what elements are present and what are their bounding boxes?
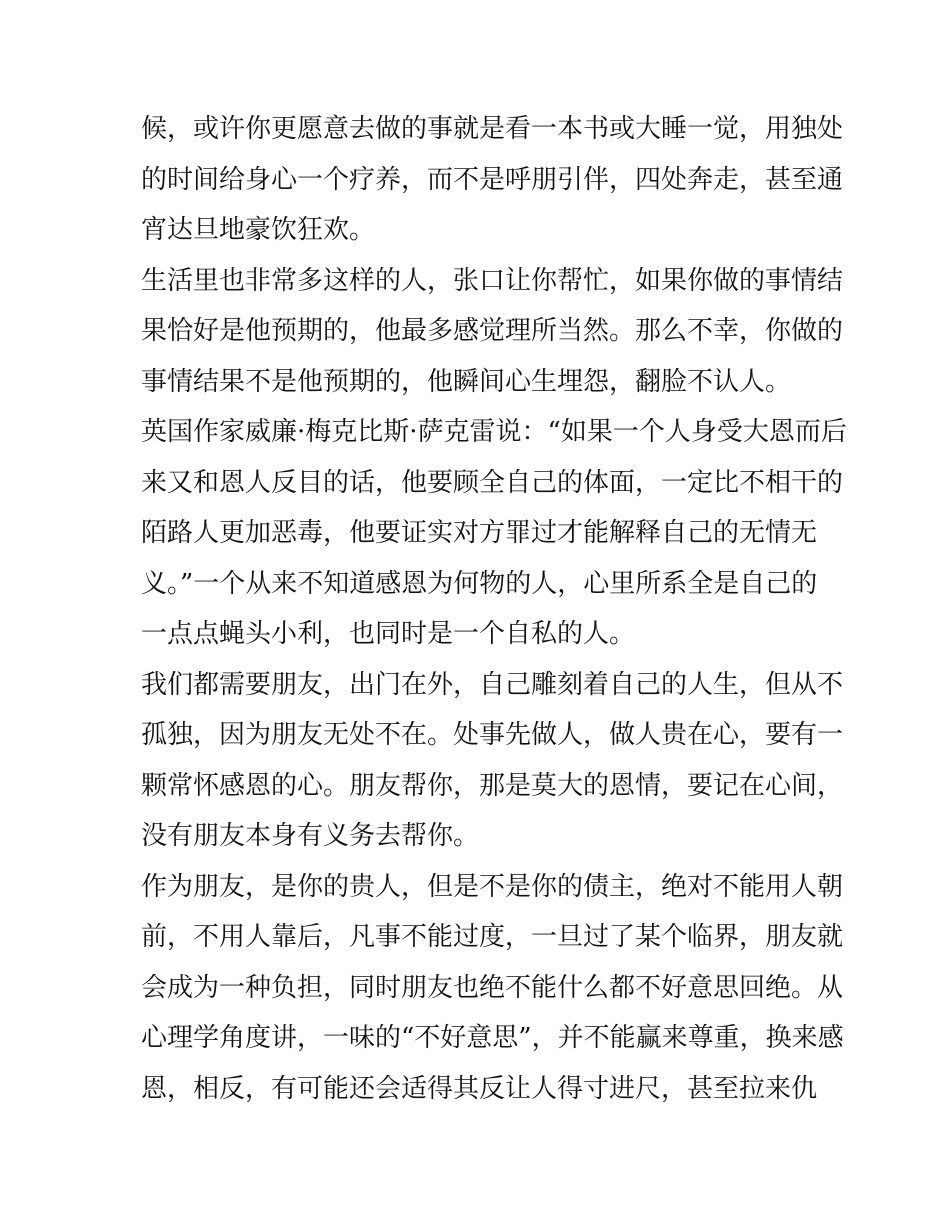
text-line: 的时间给身心一个疗养，而不是呼朋引伴，四处奔走，甚至通 bbox=[141, 164, 844, 195]
text-line: 前，不用人靠后，凡事不能过度，一旦过了某个临界，朋友就 bbox=[141, 922, 844, 952]
text-line: 事情结果不是他预期的，他瞬间心生埋怨，翻脸不认人。 bbox=[141, 366, 792, 397]
text-line: 义。”一个从来不知道感恩为何物的人，心里所系全是自己的 bbox=[141, 568, 818, 599]
text-line: 心理学角度讲，一味的“不好意思”，并不能赢来尊重，换来感 bbox=[141, 1023, 844, 1053]
text-line: 果恰好是他预期的，他最多感觉理所当然。那么不幸，你做的 bbox=[141, 316, 844, 346]
text-line: 一点点蝇头小利，也同时是一个自私的人。 bbox=[141, 619, 636, 649]
text-line: 英国作家威廉·梅克比斯·萨克雷说：“如果一个人身受大恩而后 bbox=[141, 417, 847, 447]
text-line: 恩，相反，有可能还会适得其反让人得寸进尺，甚至拉来仇 bbox=[141, 1073, 818, 1104]
text-line: 我们都需要朋友，出门在外，自己雕刻着自己的人生，但从不 bbox=[141, 669, 844, 700]
text-line: 生活里也非常多这样的人，张口让你帮忙，如果你做的事情结 bbox=[141, 265, 844, 296]
text-line: 孤独，因为朋友无处不在。处事先做人，做人贵在心，要有一 bbox=[141, 720, 844, 750]
text-line: 颗常怀感恩的心。朋友帮你，那是莫大的恩情，要记在心间， bbox=[141, 770, 844, 801]
text-line: 候，或许你更愿意去做的事就是看一本书或大睡一觉，用独处 bbox=[141, 114, 844, 144]
text-line: 宵达旦地豪饮狂欢。 bbox=[141, 215, 376, 245]
text-line: 陌路人更加恶毒，他要证实对方罪过才能解释自己的无情无 bbox=[141, 518, 818, 548]
text-line: 会成为一种负担，同时朋友也绝不能什么都不好意思回绝。从 bbox=[141, 972, 844, 1003]
text-line: 没有朋友本身有义务去帮你。 bbox=[141, 821, 480, 851]
text-line: 来又和恩人反目的话，他要顾全自己的体面，一定比不相干的 bbox=[141, 467, 844, 498]
text-line: 作为朋友，是你的贵人，但是不是你的债主，绝对不能用人朝 bbox=[141, 871, 844, 902]
body-text bbox=[141, 104, 847, 1114]
